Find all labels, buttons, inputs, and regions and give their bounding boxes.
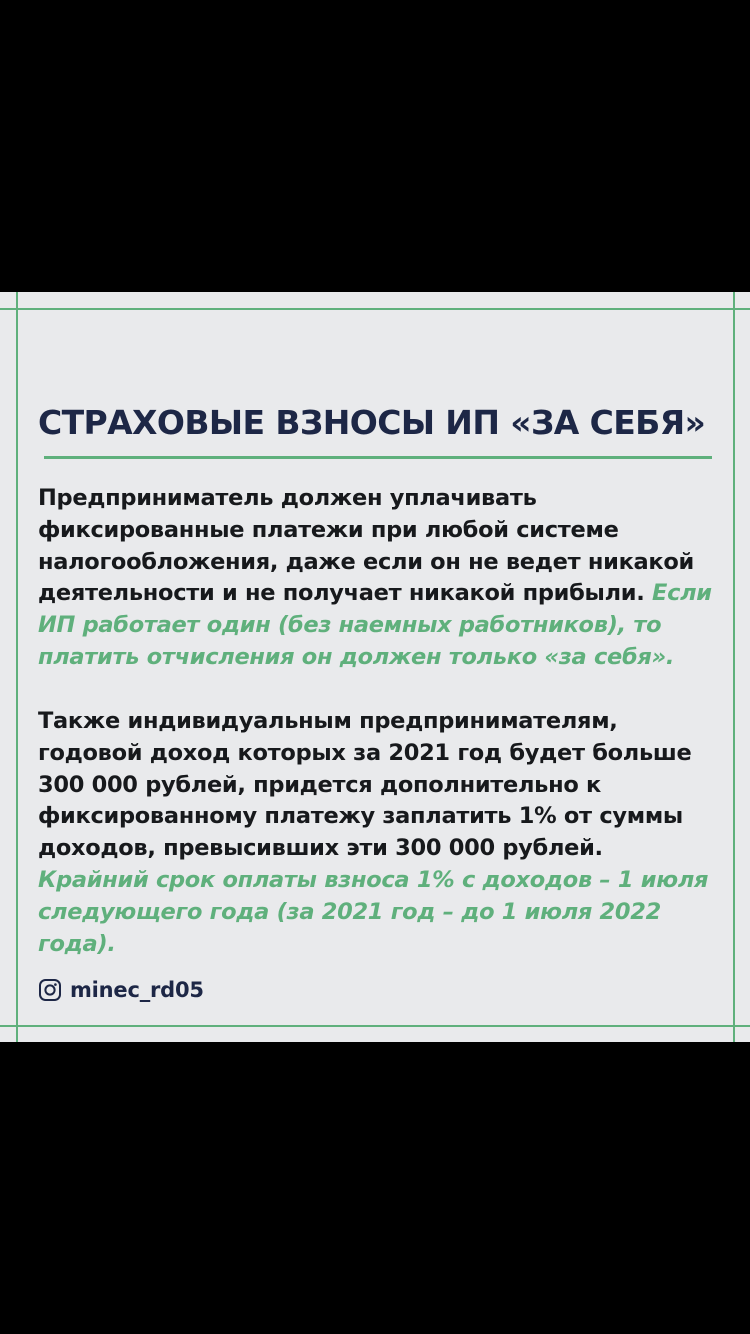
title-underline	[44, 456, 712, 459]
page-title: СТРАХОВЫЕ ВЗНОСЫ ИП «ЗА СЕБЯ»	[38, 403, 706, 442]
frame-line-bottom	[0, 1025, 750, 1027]
paragraph-1	[38, 483, 718, 674]
post-card	[0, 292, 750, 1042]
frame-line-right	[733, 292, 735, 1042]
frame-line-top	[0, 308, 750, 310]
paragraph-2-accent: Крайний срок оплаты взноса 1% с доходов – 1 июля следующего года (за 2021 год – до 1 июля 2022 года).	[38, 866, 709, 957]
frame-line-left	[16, 292, 18, 1042]
instagram-icon	[38, 978, 62, 1002]
paragraph-1-accent: Если ИП работает один (без наемных работников), то платить отчисления он должен только «за себя».	[38, 580, 712, 670]
account-handle[interactable]: minec_rd05	[70, 978, 204, 1002]
paragraph-2	[38, 706, 718, 960]
paragraph-1-text: Предприниматель должен уплачивать фиксированные платежи при любой системе налогообложения, даже если он не ведет никакой деятельности и не получает никакой прибыли.	[38, 485, 695, 607]
footer-account[interactable]	[38, 976, 204, 1004]
paragraph-2-text: Также индивидуальным предпринимателям, годовой доход которых за 2021 год будет больше 300 000 рублей, придется дополнительно к фиксированному платежу заплатить 1% от суммы доходов, превысивших эти 300 000 рублей.	[38, 708, 692, 862]
